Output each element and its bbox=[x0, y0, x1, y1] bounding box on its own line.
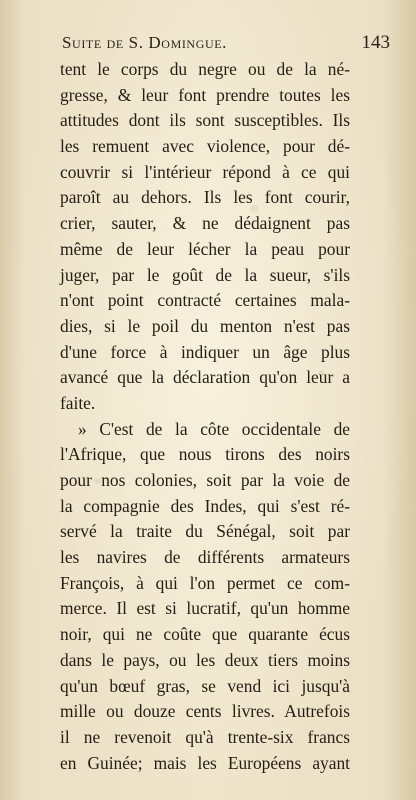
text-line: d'une force à indiquer un âge plus bbox=[60, 341, 350, 362]
text-line: François, à qui l'on permet ce com- bbox=[60, 572, 350, 593]
text-line: dans le pays, ou les deux tiers moins bbox=[60, 649, 350, 670]
text-line: les navires de différents armateurs bbox=[60, 547, 350, 568]
paragraph bbox=[60, 57, 350, 417]
text-line: la compagnie des Indes, qui s'est ré- bbox=[60, 495, 350, 516]
text-line: même de leur lécher la peau pour bbox=[60, 238, 350, 259]
text-line: n'ont point contracté certaines mala- bbox=[60, 290, 350, 311]
text-line: faite. bbox=[60, 392, 96, 413]
text-line: juger, par le goût de la sueur, s'ils bbox=[60, 264, 350, 285]
paragraph bbox=[60, 417, 350, 777]
text-line: en Guinée; mais les Européens ayant bbox=[60, 752, 350, 773]
text-line: qu'un bœuf gras, se vend ici jusqu'à bbox=[60, 675, 350, 696]
text-line: les remuent avec violence, pour dé- bbox=[60, 136, 350, 157]
text-line: crier, sauter, & ne dédaignent pas bbox=[60, 213, 350, 234]
text-line: paroît au dehors. Ils les font courir, bbox=[60, 187, 350, 208]
text-line: couvrir si l'intérieur répond à ce qui bbox=[60, 161, 350, 182]
text-line: pour nos colonies, soit par la voie de bbox=[60, 470, 350, 490]
text-line: » C'est de la côte occidentale de bbox=[78, 418, 350, 439]
text-line: avancé que la déclaration qu'on leur a bbox=[60, 367, 350, 388]
text-line: gresse, & leur font prendre toutes les bbox=[60, 84, 350, 105]
text-line: dies, si le poil du menton n'est pas bbox=[60, 315, 350, 336]
page-number: 143 bbox=[361, 32, 390, 53]
text-line: il ne revenoit qu'à trente-six francs bbox=[60, 726, 350, 747]
running-head: Suite de S. Domingue. bbox=[62, 33, 228, 52]
text-line: mille ou douze cents livres. Autrefois bbox=[60, 701, 350, 722]
text-line: merce. Il est si lucratif, qu'un homme bbox=[60, 598, 350, 619]
text-line: l'Afrique, que nous tirons des noirs bbox=[60, 444, 350, 465]
text-line: servé la traite du Sénégal, soit par bbox=[60, 521, 350, 542]
text-line: attitudes dont ils sont susceptibles. Ils bbox=[60, 110, 350, 131]
text-line: tent le corps du negre ou de la né- bbox=[60, 59, 350, 79]
body-text bbox=[60, 57, 350, 776]
page-header bbox=[62, 32, 390, 55]
text-line: noir, qui ne coûte que quarante écus bbox=[60, 624, 350, 645]
